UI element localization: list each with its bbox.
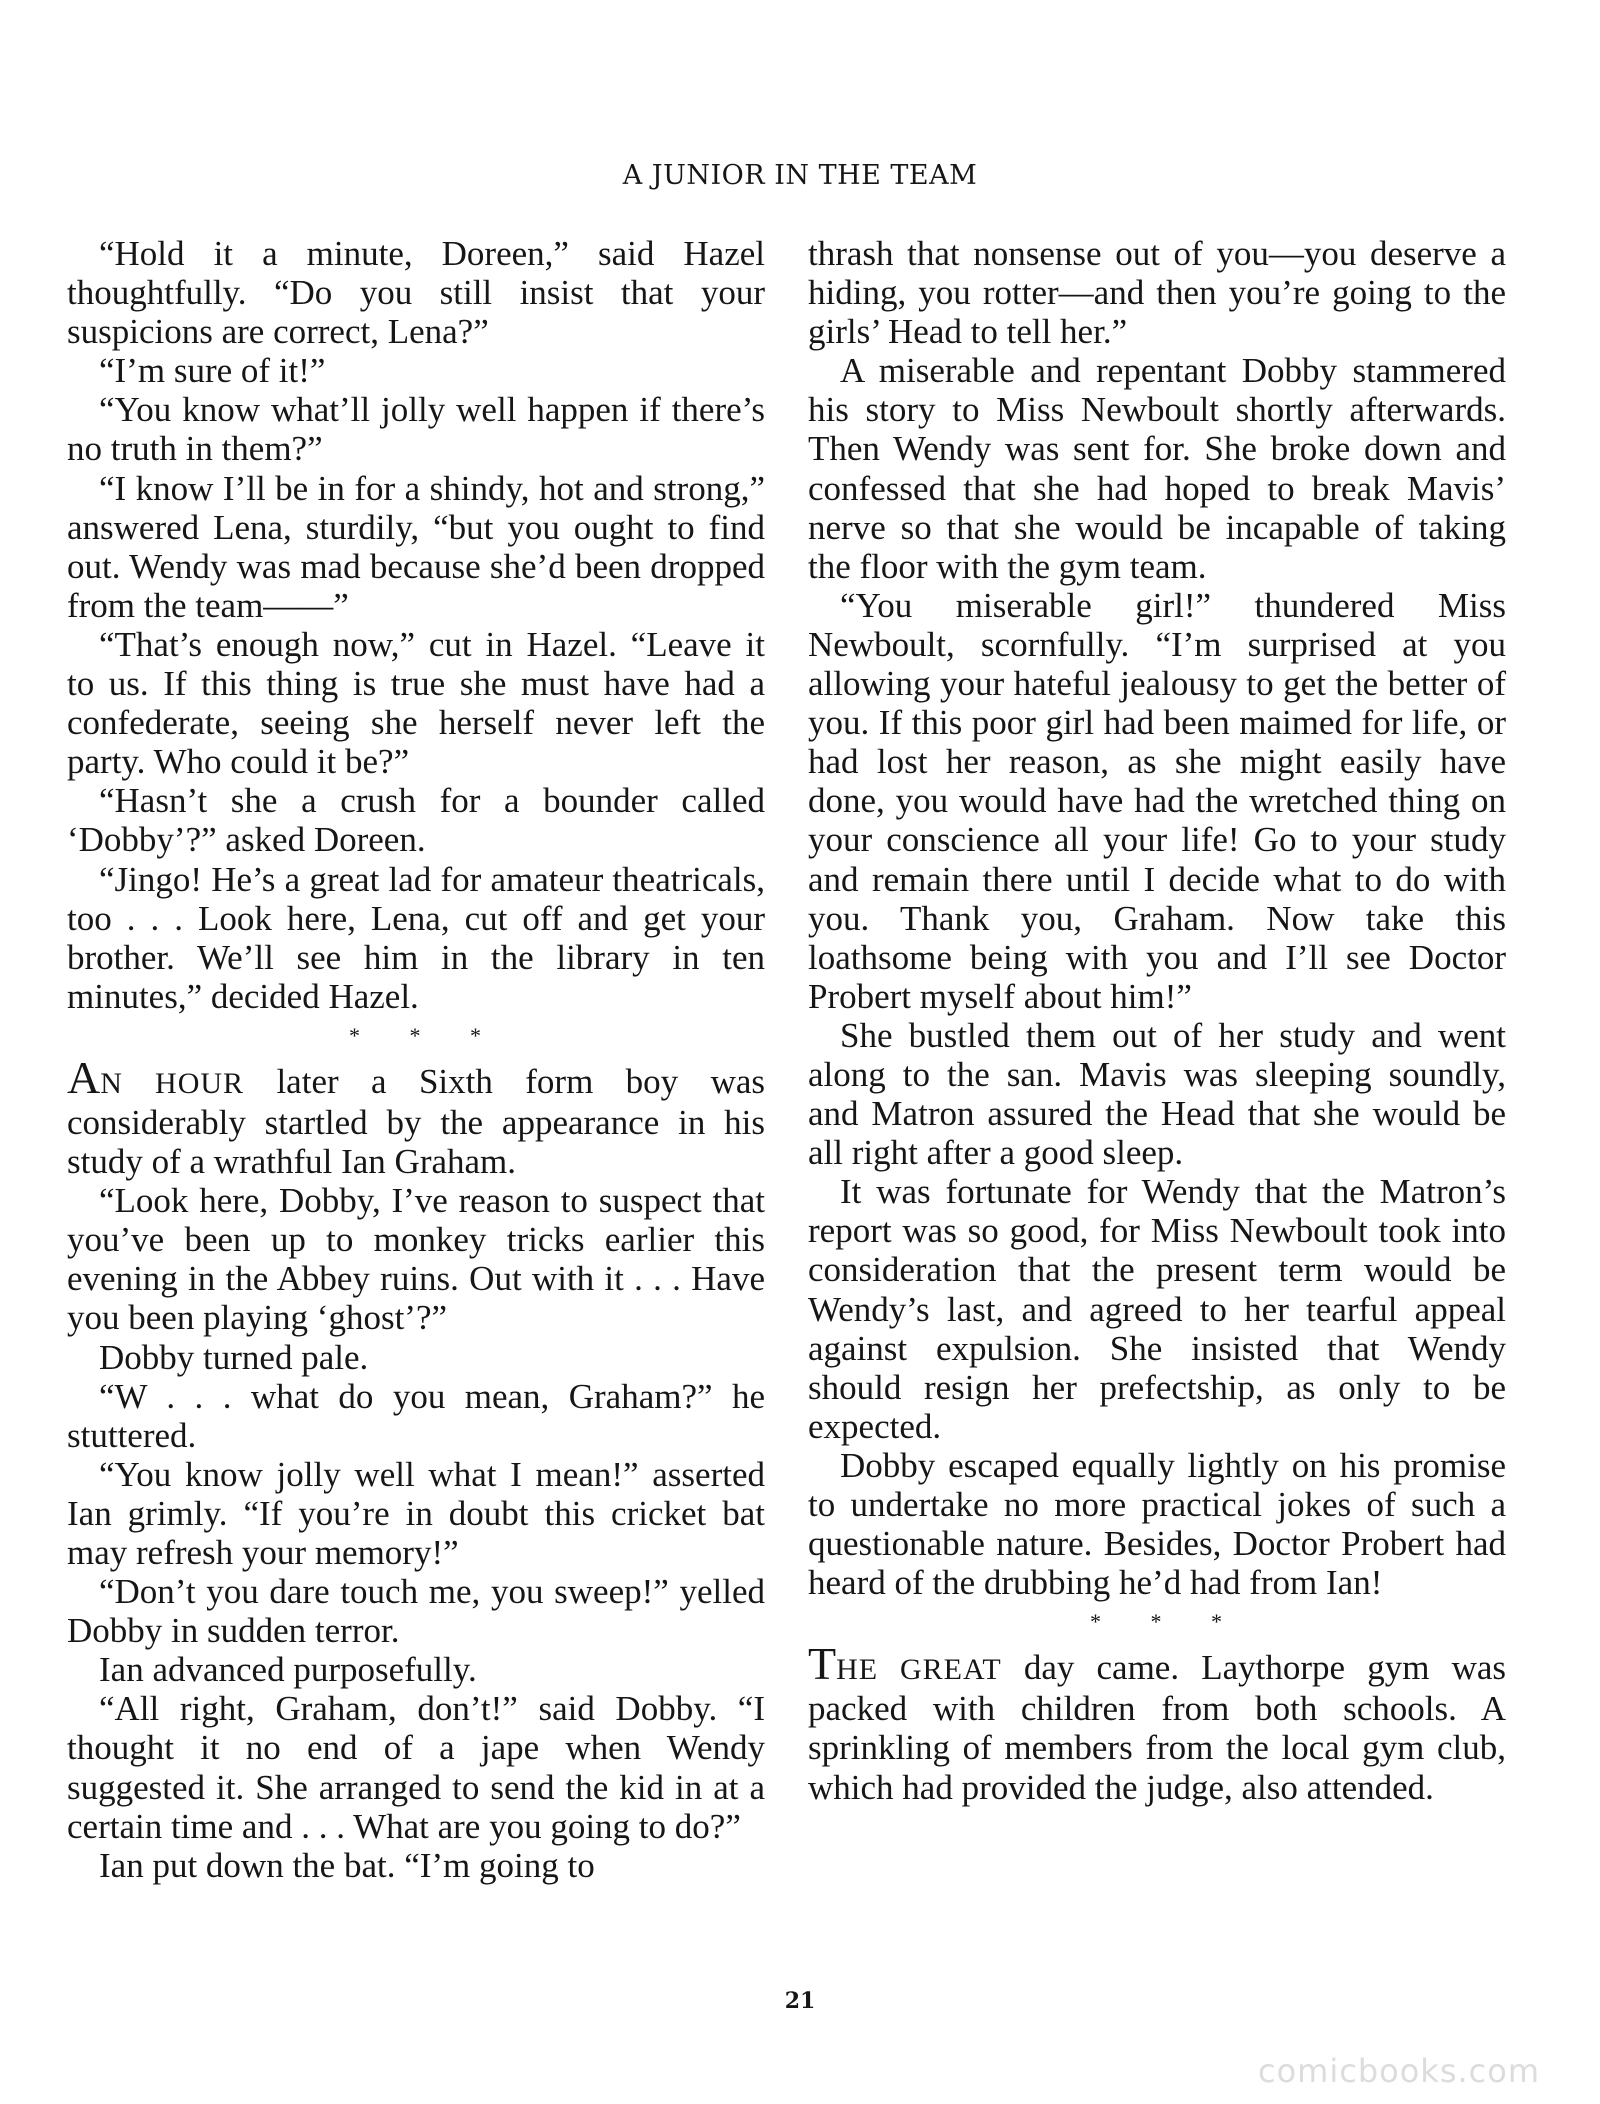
body-paragraph: “All right, Graham, don’t!” said Dobby. “I thought it no end of a jape when Wendy suggested it. She arranged to send the kid in at a certain time and . . . What are you going to do?” [67,1689,765,1846]
body-paragraph: Dobby escaped equally lightly on his promise to undertake no more practical jokes of such a questionable nature. Besides, Doctor Probert had heard of the drubbing he’d had from Ian! [808,1445,1506,1603]
section-break-stars: * * * [1090,1609,1224,1635]
watermark: comicbooks.com [1257,2052,1540,2090]
body-paragraph: thrash that nonsense out of you—you deserve a hiding, you rotter—and then you’re going to the girls’ Head to tell her.” [808,234,1506,352]
drop-cap-letter: A [67,1051,101,1103]
drop-cap-letter: T [808,1638,837,1690]
small-caps-lead: N HOUR [100,1066,245,1100]
body-paragraph: Ian put down the bat. “I’m going to [99,1845,595,1885]
paragraph-text: later a Sixth form boy was considerably startled by the appearance in his study of a wrathful Ian Graham. [67,1061,766,1182]
body-paragraph: “I know I’ll be in for a shindy, hot and strong,” answered Lena, sturdily, “but you ought to find out. Wendy was mad because she’d been dropped from the team——” [67,468,765,625]
small-caps-lead: HE GREAT [836,1653,1002,1687]
body-paragraph: It was fortunate for Wendy that the Matron’s report was so good, for Miss Newboult took into consideration that the present term would be Wendy’s last, and agreed to her tearful appeal against expulsion. She insisted that Wendy should resign her prefectship, as only to be expected. [808,1172,1506,1446]
right-column [808,234,1506,1807]
page-number: 21 [784,1988,816,2014]
body-paragraph: “You know jolly well what I mean!” asserted Ian grimly. “If you’re in doubt this cricket bat may refresh your memory!” [67,1454,765,1572]
body-paragraph: “W . . . what do you mean, Graham?” he stuttered. [67,1376,765,1455]
body-paragraph: “Hold it a minute, Doreen,” said Hazel thoughtfully. “Do you still insist that your suspicions are correct, Lena?” [67,234,765,352]
running-header: A JUNIOR IN THE TEAM [622,160,978,191]
body-paragraph: “Hasn’t she a crush for a bounder called ‘Dobby’?” asked Doreen. [67,781,765,860]
body-paragraph: “That’s enough now,” cut in Hazel. “Leave it to us. If this thing is true she must have had a confederate, seeing she herself never left the party. Who could it be?” [67,624,765,782]
body-paragraph: “You know what’ll jolly well happen if there’s no truth in them?” [67,390,765,469]
body-paragraph: A miserable and repentant Dobby stammered his story to Miss Newboult shortly afterwards. Then Wendy was sent for. She broke down and confessed that she had hoped to break Mavis’ nerve so that she would be incapable of taking the floor with the gym team. [808,351,1506,586]
left-column [67,234,765,1885]
body-paragraph: “Jingo! He’s a great lad for amateur theatricals, too . . . Look here, Lena, cut off and get your brother. We’ll see him in the library in ten minutes,” decided Hazel. [67,859,765,1016]
body-paragraph: She bustled them out of her study and went along to the san. Mavis was sleeping soundly, and Matron assured the Head that she would be all right after a good sleep. [808,1015,1506,1173]
section-opening-paragraph [67,1051,766,1182]
body-paragraph: “I’m sure of it!” [99,351,326,391]
section-opening-paragraph [808,1638,1506,1807]
paragraph-text: day came. Laythorpe gym was packed with children from both schools. A sprinkling of members from the local gym club, which had provided the judge, also attended. [808,1648,1506,1807]
body-paragraph: “You miserable girl!” thundered Miss Newboult, scornfully. “I’m surprised at you allowing your hateful jealousy to get the better of you. If this poor girl had been maimed for life, or had lost her reason, as she might easily have done, you would have had the wretched thing on your conscience all your life! Go to your study and remain there until I decide what to do with you. Thank you, Graham. Now take this loathsome being with you and I’ll see Doctor Probert myself about him!” [808,585,1506,1016]
body-paragraph: “Don’t you dare touch me, you sweep!” yelled Dobby in sudden terror. [67,1572,765,1651]
section-break-stars: * * * [349,1022,483,1048]
body-paragraph: “Look here, Dobby, I’ve reason to suspect that you’ve been up to monkey tricks earlier this evening in the Abbey ruins. Out with it . . . Have you been playing ‘ghost’?” [67,1181,765,1338]
body-paragraph: Dobby turned pale. [99,1337,369,1377]
body-paragraph: Ian advanced purposefully. [99,1650,477,1690]
